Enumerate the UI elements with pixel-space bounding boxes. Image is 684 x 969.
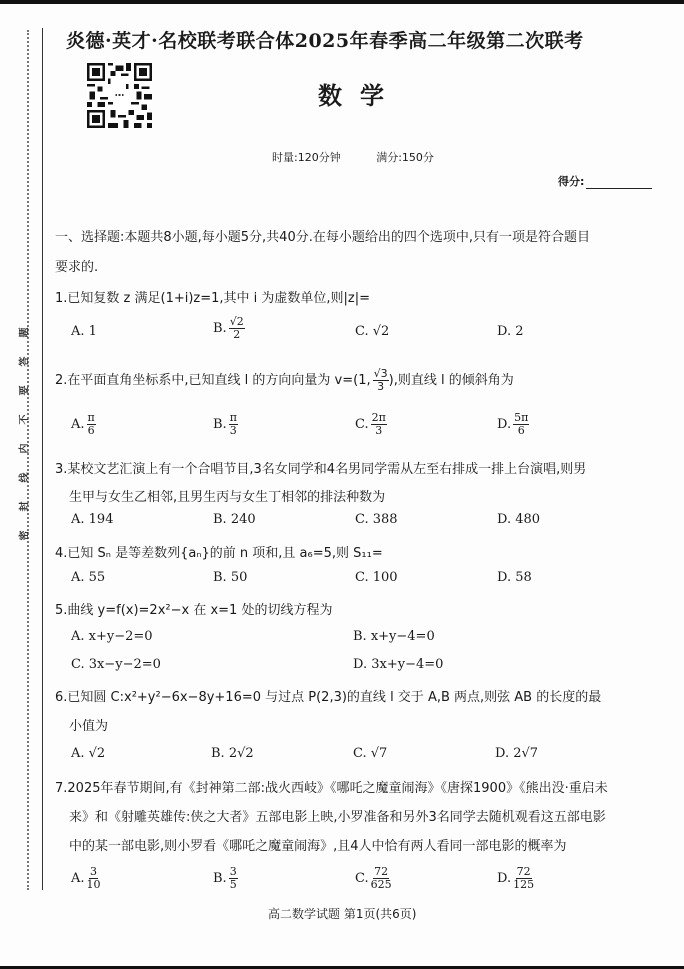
question-3-cont: 生甲与女生乙相邻,且男生丙与女生丁相邻的排法种数为 bbox=[69, 490, 386, 505]
full-score: 满分:150分 bbox=[376, 151, 434, 164]
question-6-cont: 小值为 bbox=[69, 719, 109, 734]
fraction bbox=[371, 866, 392, 891]
margin-solid-line bbox=[42, 28, 43, 890]
option-label: D. bbox=[497, 417, 512, 432]
section-heading-cont: 要求的. bbox=[55, 260, 99, 275]
exam-info bbox=[272, 149, 466, 165]
option-a[interactable]: A. 194 bbox=[71, 512, 114, 527]
option-label: D. bbox=[497, 871, 512, 886]
option-b[interactable] bbox=[213, 866, 238, 891]
fraction bbox=[513, 866, 534, 891]
option-d[interactable] bbox=[497, 866, 534, 891]
option-label: B. bbox=[213, 871, 227, 886]
subject-title: 数学 bbox=[318, 82, 402, 110]
option-a[interactable]: A. 1 bbox=[71, 324, 97, 339]
option-b[interactable] bbox=[213, 412, 238, 437]
denominator: 3 bbox=[377, 380, 385, 393]
seal-char: 内 bbox=[19, 443, 31, 454]
question-number: 6. bbox=[55, 690, 68, 705]
page-footer: 高二数学试题 第1页(共6页) bbox=[268, 907, 417, 921]
option-d[interactable]: D. 3x+y−4=0 bbox=[353, 657, 444, 672]
numerator: π bbox=[87, 411, 95, 424]
question-3 bbox=[55, 458, 586, 477]
denominator: 125 bbox=[513, 878, 535, 891]
question-number: 3. bbox=[55, 462, 68, 477]
denominator: 10 bbox=[86, 878, 101, 891]
denominator: 6 bbox=[517, 424, 525, 437]
option-c[interactable] bbox=[355, 866, 392, 891]
denominator: 2 bbox=[233, 328, 241, 341]
question-number: 1. bbox=[55, 291, 68, 306]
seal-char: 不 bbox=[19, 414, 31, 425]
question-5 bbox=[55, 599, 332, 618]
option-c[interactable]: C. 388 bbox=[355, 512, 398, 527]
seal-char: 封 bbox=[19, 501, 31, 512]
fraction bbox=[513, 412, 529, 437]
option-a[interactable]: A. √2 bbox=[71, 746, 106, 761]
question-7-cont-2: 中的某一部电影,则小罗看《哪吒之魔童闹海》,且4人中恰有两人看同一部电影的概率为 bbox=[69, 839, 567, 854]
question-stem-cont: ),则直线 l 的倾斜角为 bbox=[388, 373, 514, 388]
option-label: A. bbox=[71, 417, 85, 432]
question-4 bbox=[55, 542, 383, 561]
denominator: 3 bbox=[229, 424, 237, 437]
option-d[interactable]: D. 58 bbox=[497, 570, 532, 585]
qr-code-icon bbox=[87, 63, 152, 128]
fraction bbox=[229, 316, 245, 341]
numerator: π bbox=[229, 411, 237, 424]
score-label: 得分: bbox=[558, 175, 585, 188]
seal-line-notice bbox=[19, 318, 40, 550]
score-blank[interactable] bbox=[586, 177, 652, 189]
numerator: √3 bbox=[373, 367, 388, 380]
option-d[interactable]: D. 2√7 bbox=[495, 746, 539, 761]
question-number: 7. bbox=[55, 781, 68, 796]
question-stem: 已知复数 z 满足(1+i)z=1,其中 i 为虚数单位,则|z|= bbox=[67, 291, 371, 306]
fraction bbox=[87, 412, 96, 437]
question-2 bbox=[55, 368, 514, 393]
fraction bbox=[373, 368, 389, 393]
option-b[interactable] bbox=[213, 316, 245, 341]
fraction bbox=[229, 412, 238, 437]
section-heading: 一、选择题:本题共8小题,每小题5分,共40分.在每小题给出的四个选项中,只有一项是符合题目 bbox=[55, 230, 590, 245]
option-d[interactable] bbox=[497, 412, 529, 437]
numerator: 2π bbox=[371, 411, 386, 424]
fraction bbox=[371, 412, 387, 437]
option-d[interactable]: D. 2 bbox=[497, 324, 524, 339]
numerator: √2 bbox=[229, 315, 244, 328]
exam-title: 炎德·英才·名校联考联合体2025年春季高二年级第二次联考 bbox=[66, 30, 584, 52]
option-b[interactable]: B. 2√2 bbox=[211, 746, 254, 761]
question-stem: 2025年春节期间,有《封神第二部:战火西岐》《哪吒之魔童闹海》《唐探1900》《熊出没·重启未 bbox=[67, 781, 608, 796]
option-label: C. bbox=[355, 871, 369, 886]
option-label: B. bbox=[213, 321, 227, 336]
question-number: 2. bbox=[55, 373, 68, 388]
numerator: 72 bbox=[374, 865, 389, 878]
option-c[interactable]: C. √7 bbox=[353, 746, 388, 761]
question-7 bbox=[55, 777, 608, 796]
denominator: 5 bbox=[229, 878, 237, 891]
time-limit: 时量:120分钟 bbox=[272, 151, 341, 164]
numerator: 3 bbox=[229, 865, 237, 878]
seal-char: 答 bbox=[19, 356, 31, 367]
question-7-cont-1: 来》和《射雕英雄传:侠之大者》五部电影上映,小罗准备和另外3名同学去随机观看这五部电影 bbox=[69, 810, 606, 825]
numerator: 3 bbox=[90, 865, 98, 878]
denominator: 6 bbox=[87, 424, 95, 437]
question-stem: 已知圆 C:x²+y²−6x−8y+16=0 与过点 P(2,3)的直线 l 交于 A,B 两点,则弦 AB 的长度的最 bbox=[67, 690, 602, 705]
option-b[interactable]: B. 240 bbox=[213, 512, 256, 527]
seal-char: 题 bbox=[19, 327, 31, 338]
option-label: B. bbox=[213, 417, 227, 432]
score-field bbox=[558, 173, 652, 189]
option-label: C. bbox=[355, 417, 369, 432]
numerator: 5π bbox=[514, 411, 529, 424]
seal-char: 密 bbox=[19, 530, 31, 541]
top-border bbox=[0, 0, 684, 4]
option-b[interactable]: B. x+y−4=0 bbox=[353, 629, 435, 644]
fraction bbox=[229, 866, 238, 891]
denominator: 3 bbox=[375, 424, 383, 437]
question-number: 5. bbox=[55, 603, 68, 618]
question-stem: 曲线 y=f(x)=2x²−x 在 x=1 处的切线方程为 bbox=[67, 603, 333, 618]
option-d[interactable]: D. 480 bbox=[497, 512, 541, 527]
option-a[interactable]: A. 55 bbox=[71, 570, 106, 585]
question-stem: 已知 Sₙ 是等差数列{aₙ}的前 n 项和,且 a₆=5,则 S₁₁= bbox=[67, 546, 383, 561]
question-number: 4. bbox=[55, 546, 68, 561]
option-label: A. bbox=[71, 871, 85, 886]
option-b[interactable]: B. 50 bbox=[213, 570, 248, 585]
question-1 bbox=[55, 287, 370, 306]
option-c[interactable]: C. √2 bbox=[355, 324, 390, 339]
option-a[interactable] bbox=[71, 412, 96, 437]
fraction bbox=[87, 866, 101, 891]
seal-char: 要 bbox=[19, 385, 31, 396]
option-c[interactable]: C. 3x−y−2=0 bbox=[71, 657, 161, 672]
numerator: 72 bbox=[516, 865, 531, 878]
denominator: 625 bbox=[370, 878, 392, 891]
question-6 bbox=[55, 686, 601, 705]
question-stem: 在平面直角坐标系中,已知直线 l 的方向向量为 v=(1, bbox=[67, 373, 371, 388]
option-a[interactable] bbox=[71, 866, 101, 891]
seal-char: 线 bbox=[19, 472, 31, 483]
option-c[interactable]: C. 100 bbox=[355, 570, 398, 585]
question-stem: 某校文艺汇演上有一个合唱节目,3名女同学和4名男同学需从左至右排成一排上台演唱,则男 bbox=[67, 462, 587, 477]
option-a[interactable]: A. x+y−2=0 bbox=[71, 629, 153, 644]
option-c[interactable] bbox=[355, 412, 387, 437]
